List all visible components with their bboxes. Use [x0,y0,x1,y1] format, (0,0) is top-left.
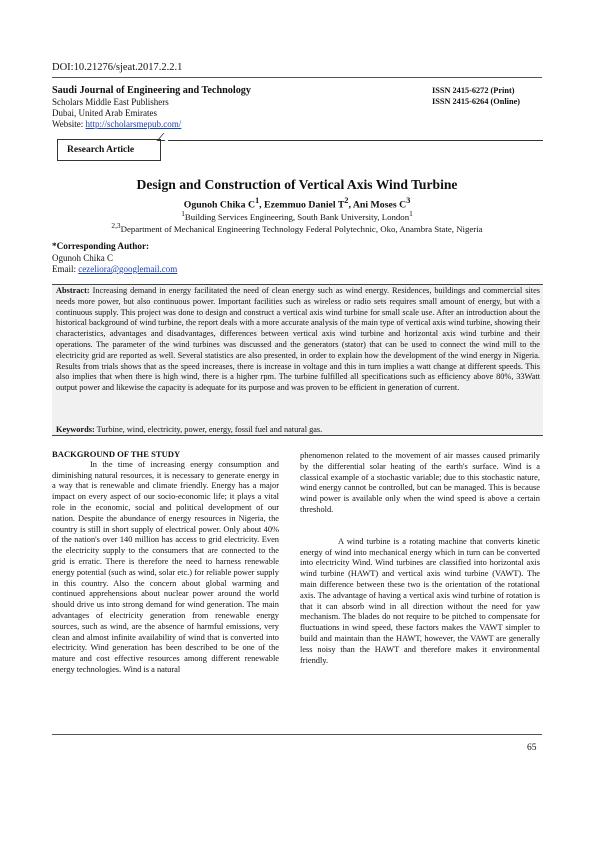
website-link[interactable]: http://scholarsmepub.com/ [85,119,182,129]
author-sup: 1 [255,196,260,205]
email-label: Email: [52,264,76,274]
article-type-label: Research Article [67,145,135,155]
body-paragraph: In the time of increasing energy consumption and diminishing natural resources, it is necessary to generate energy in a way that is renewable and climate friendly. Energy has a major impact on every aspect of our socio-economic life; it plays a vital role in the economic, social and political development of our nation. Despite the abundance of energy resources in Nigeria, the country is still in short supply of electrical power. Only about 40% of the nation's over 140 million has access to grid electricity. Even the electricity supply to the consumers that are connected to the grid is erratic. There is therefore the need to harness renewable energy potential (such as wind, solar etc.) for reliable power supply in this country. Also the concern about global warming and continued apprehensions about nuclear power around the world should drive us into strong demand for wind generation. The main advantages of electricity generation from renewable energy sources, such as wind, are the absence of harmful emissions, very clean and almost infinite availability of wind that is converted into electricity. Wind generation has been described to be one of the mature and cost effective resources among different renewable energy technologies. Wind is a natural [52,459,279,674]
author-list: Ogunoh Chika $C^1$, Ezemmuo Daniel $T^2$, Ani Moses $C^3$ [183,196,411,211]
footer-rule [52,734,542,735]
publisher: Scholars Middle East Publishers [52,97,169,107]
website-line [52,119,181,130]
header-rule [52,77,542,78]
corresponding-heading: *Corresponding Author: [52,241,150,251]
author-name: Ezemmuo Daniel T [264,199,345,211]
affiliation-text: Department of Mechanical Engineering Technology Federal Polytechnic, Oko, Anambra State, Nigeria [120,223,483,234]
corresponding-name: Ogunoh Chika C [52,253,114,263]
doi: DOI:10.21276/sjeat.2017.2.2.1 [52,62,183,73]
email-link[interactable]: cezeliora@googlemail.com [78,264,178,274]
keywords-label: Keywords: [56,425,95,434]
keywords-text: Turbine, wind, electricity, power, energy, fossil fuel and natural gas. [96,425,323,434]
corresponding-email-line [52,264,177,274]
author-sup: 3 [406,196,411,205]
author-name: Ogunoh Chika C [183,199,256,211]
paper-title: Design and Construction of Vertical Axis Wind Turbine [136,177,458,192]
issn-online: ISSN 2415-6264 (Online) [432,97,521,106]
website-label: Website: [52,119,84,129]
affiliation-1 [52,209,542,222]
section-heading: BACKGROUND OF THE STUDY [52,449,181,459]
affiliation-sup: 2,3 [111,221,121,230]
publisher-location: Dubai, United Arab Emirates [52,108,157,118]
abstract-label: Abstract: [56,286,90,295]
article-type-rule [168,140,543,141]
issn-print: ISSN 2415-6272 (Print) [432,86,515,95]
affiliation-sup: 1 [181,209,185,218]
body-paragraph: phenomenon related to the movement of air masses caused primarily by the differential solar heating of the earth's surface. Wind is a classical example of a stochastic variable; due to this stochastic nature, wind energy cannot be controlled, but can be managed. This is because wind power is available only when the wind speed is above a certain threshold. [300,451,540,514]
journal-title: Saudi Journal of Engineering and Technology [52,85,251,96]
abstract [56,286,540,394]
affiliation-2 [52,221,542,234]
author-name: Ani Moses C [352,199,407,211]
body-right-column [300,451,540,666]
affiliation-text: Building Services Engineering, South Bank University, London [184,211,410,222]
page-number: 65 [527,743,537,753]
affiliation-sup: 1 [409,209,413,218]
paragraph-gap [300,516,540,537]
keywords [56,425,322,434]
body-left-column [52,449,279,676]
abstract-text: Increasing demand in energy facilitated the need of clean energy such as wind energy. Residences, buildings and commercial sites needs more power, but also continuous power. Important facilities such as wireless or radio sets requires small amount of energy, but with a continuous supply. This project was done to design and construct a vertical axis wind turbine for small scale use. After an introduction about the historical background of wind turbine, the report deals with a more accurate analysis of the main type of vertical axis wind turbine, showing their characteristics, advantages and disadvantages, differences between vertical axis wind turbine and horizontal axis wind turbine and their operations. The parameter of the wind turbines was discussed and the generators (stator) that can be used to connect the wind mill to the electricity grid are reported as well. Several statistics are also presented, in order to explain how the development of the wind energy in Nigeria. Results from trials shows that as the speed increases, there is increase in voltage and this in turn implies a watt change at different speeds. This also implies that when there is high wind, there is a higher rpm. The turbine fulfilled all specifications such as efficiency above 80%, 33Watt output power and likewise the capacity is adequate for its purpose and was proven to be efficient in generation of current. [56,286,540,393]
author-sup: 2 [344,196,349,205]
body-paragraph: A wind turbine is a rotating machine that converts kinetic energy of wind into mechanical energy which in turn can be converted into electricity Wind. Wind turbines are classified into horizontal axis wind turbine (HAWT) and vertical axis wind turbine (VAWT). The main difference between these two is the orientation of the rotational axis. The advantage of having a vertical axis wind turbine of rotation is that it can absorb wind in all direction without the need for yaw mechanism. The blades do not require to be pitched to compensate for fluctuations in wind speed, these factors makes the VAWT simpler to build and maintain than the HAWT, however, the VAWT are generally less noisy than the HAWT and therefore makes it environmental friendly. [300,536,540,665]
